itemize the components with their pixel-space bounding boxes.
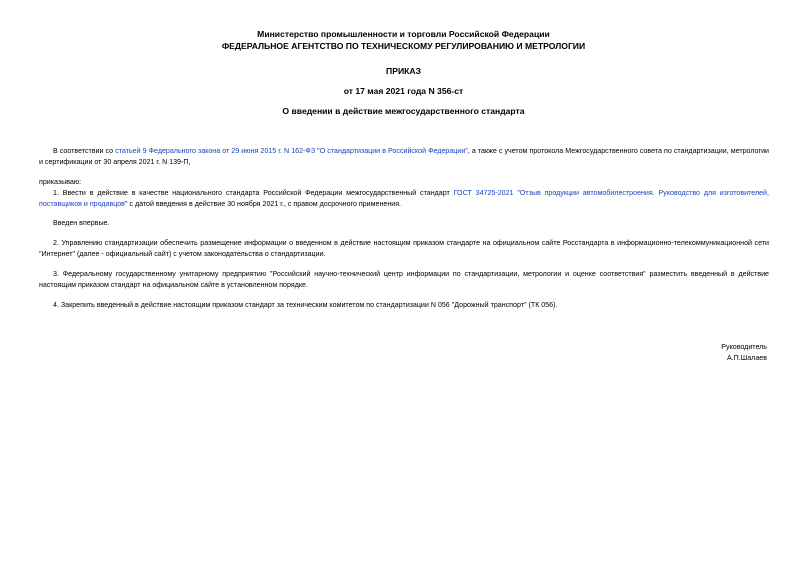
item-4: 4. Закрепить введенный в действие настоящим приказом стандарт за техническим комитетом по стандартизации N 056 "Дорожный транспорт" (ТК 056). [53, 301, 558, 309]
signature-title: Руководитель [721, 343, 767, 351]
intro-paragraph [39, 146, 769, 168]
ministry-title: Министерство промышленности и торговли Российской Федерации [257, 29, 550, 39]
doc-subject: О введении в действие межгосударственного стандарта [282, 106, 525, 116]
intro-text-before: В соответствии со [53, 147, 116, 155]
order-word: приказываю: [39, 178, 82, 186]
item-1 [39, 188, 769, 210]
signature-name: А.П.Шалаев [726, 354, 767, 362]
doc-type: ПРИКАЗ [386, 66, 421, 76]
item-1-text-after: " с датой введения в действие 30 ноября 2021 г., с правом досрочного применения. [124, 200, 402, 208]
first-time-note: Введен впервые. [53, 219, 110, 227]
doc-date-number: от 17 мая 2021 года N 356-ст [343, 86, 464, 96]
item-2: 2. Управлению стандартизации обеспечить размещение информации о введенном в действие настоящим приказом стандарте на официальном сайте Росстандарта в информационно-телекоммуникационной сети "Интернет" (далее - официальный сайт) с учетом законодательства о стандартизации. [39, 239, 769, 258]
intro-text-after: , а также с учетом протокола Межгосударственного совета по стандартизации, метрологии и сертификации от 30 апреля 2021 г. N 139-П, [39, 147, 769, 166]
agency-title: ФЕДЕРАЛЬНОЕ АГЕНТСТВО ПО ТЕХНИЧЕСКОМУ РЕГУЛИРОВАНИЮ И МЕТРОЛОГИИ [221, 41, 586, 51]
item-1-text-before: 1. Ввести в действие в качестве национального стандарта Российской Федерации межгосударственный стандарт [53, 189, 454, 197]
law-link[interactable]: статьей 9 Федерального закона от 29 июня 2015 г. N 162-ФЗ "О стандартизации в Российской Федерации" [115, 147, 468, 155]
gost-link[interactable]: ГОСТ 34725-2021 "Отзыв продукции автомобилестроения. Руководство для изготовителей, поставщиков и продавцов [39, 189, 769, 208]
item-3: 3. Федеральному государственному унитарному предприятию "Российский научно-технический центр информации по стандартизации, метрологии и оценке соответствия" разместить введенный в действие настоящим приказом стандарт на официальном сайте в установленном порядке. [39, 270, 769, 289]
